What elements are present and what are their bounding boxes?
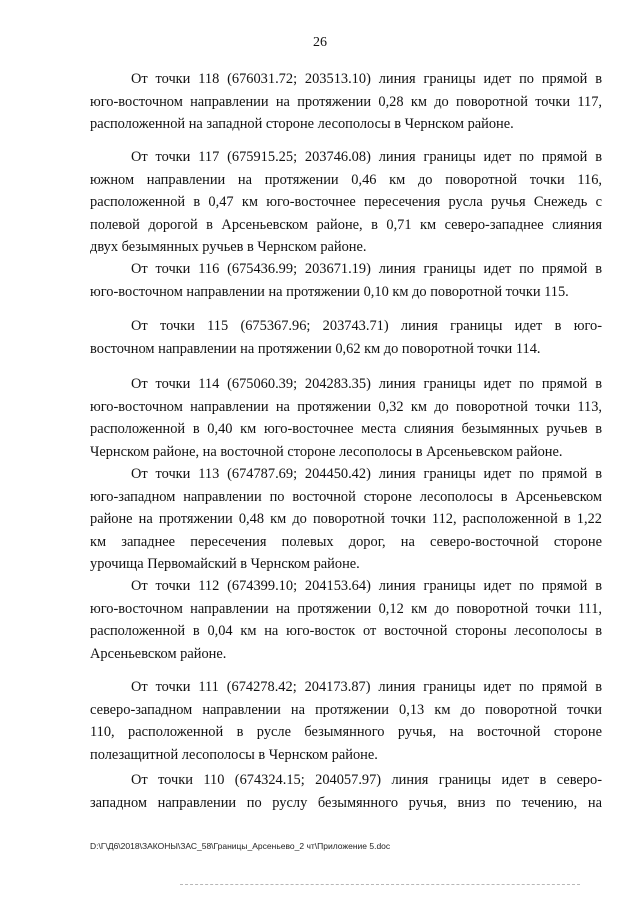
paragraph-line: двух безымянных ручьев в Чернском районе.	[90, 239, 367, 255]
paragraph-line: полезащитной лесополосы в Чернском районе.	[90, 746, 378, 763]
paragraph-line: юго-восточном направлении на протяжении 0,32 км до поворотной точки 113,	[90, 398, 602, 415]
paragraph-line: От точки 113 (674787.69; 204450.42) линия границы идет по прямой в	[131, 466, 602, 482]
paragraph-line: расположенной в 0,04 км на юго-восток от восточной стороны лесополосы в	[90, 623, 602, 639]
paragraph-line: Арсеньевском районе.	[90, 645, 227, 662]
paragraph-line: урочища Первомайский в Чернском районе.	[90, 556, 360, 572]
paragraph-line: км западнее пересечения полевых дорог, на северо-восточной стороне	[90, 533, 602, 550]
paragraph-line: От точки 111 (674278.42; 204173.87) линия границы идет по прямой в	[131, 679, 602, 695]
paragraph-point-115	[90, 315, 602, 360]
paragraph-line: юго-восточном направлении на протяжении 0,10 км до поворотной точки 115.	[90, 283, 569, 300]
page-number: 26	[313, 35, 327, 50]
paragraph-line: юго-восточном направлении на протяжении 0,28 км до поворотной точки 117,	[90, 93, 602, 110]
paragraph-line: расположенной в 0,47 км юго-восточнее пересечения русла ручья Снежедь с	[90, 194, 602, 210]
paragraph-point-113	[90, 463, 602, 576]
paragraph-line: От точки 114 (675060.39; 204283.35) линия границы идет по прямой в	[131, 376, 602, 392]
paragraph-point-111	[90, 676, 602, 766]
paragraph-point-110	[90, 769, 602, 814]
footer-file-path: D:\Г\Д6\2018\ЗАКОНЫ\ЗАС_58\Границы_Арсеньево_2 чт\Приложение 5.doc	[90, 841, 391, 851]
paragraph-line: От точки 112 (674399.10; 204153.64) линия границы идет по прямой в	[131, 578, 602, 594]
paragraph-line: От точки 115 (675367.96; 203743.71) линия границы идет в юго-	[131, 318, 602, 334]
paragraph-point-114	[90, 373, 602, 463]
paragraph-point-112	[90, 575, 602, 665]
paragraph-point-118	[90, 68, 602, 136]
paragraph-point-116	[90, 258, 602, 303]
paragraph-line: Чернском районе, на восточной стороне лесополосы в Арсеньевском районе.	[90, 443, 563, 460]
paragraph-line: полевой дорогой в Арсеньевском районе, в 0,71 км северо-западнее слияния	[90, 216, 602, 233]
paragraph-line: От точки 118 (676031.72; 203513.10) линия границы идет по прямой в	[131, 71, 602, 87]
paragraph-line: восточном направлении на протяжении 0,62 км до поворотной точки 114.	[90, 340, 541, 357]
paragraph-point-117	[90, 146, 602, 259]
paragraph-line: западном направлении по руслу безымянного ручья, вниз по течению, на	[90, 794, 602, 811]
paragraph-line: южном направлении на протяжении 0,46 км до поворотной точки 116,	[90, 171, 602, 188]
paragraph-line: расположенной на западной стороне лесополосы в Чернском районе.	[90, 116, 514, 132]
paragraph-line: От точки 116 (675436.99; 203671.19) линия границы идет по прямой в	[131, 261, 602, 277]
paragraph-line: юго-западном направлении по восточной стороне лесополосы в Арсеньевском	[90, 488, 602, 505]
paragraph-line: расположенной в 0,40 км юго-восточнее места слияния безымянных ручьев в	[90, 421, 602, 437]
paragraph-line: районе на протяжении 0,48 км до поворотной точки 112, расположенной в 1,22	[90, 511, 602, 527]
paragraph-line: От точки 110 (674324.15; 204057.97) линия границы идет в северо-	[131, 772, 602, 788]
paragraph-line: 110, расположенной в русле безымянного ручья, на восточной стороне	[90, 724, 602, 740]
paragraph-line: От точки 117 (675915.25; 203746.08) линия границы идет по прямой в	[131, 149, 602, 165]
paragraph-line: северо-западном направлении на протяжении 0,13 км до поворотной точки	[90, 701, 602, 718]
paragraph-line: юго-восточном направлении на протяжении 0,12 км до поворотной точки 111,	[90, 600, 602, 617]
scan-artifact-line	[180, 884, 580, 887]
